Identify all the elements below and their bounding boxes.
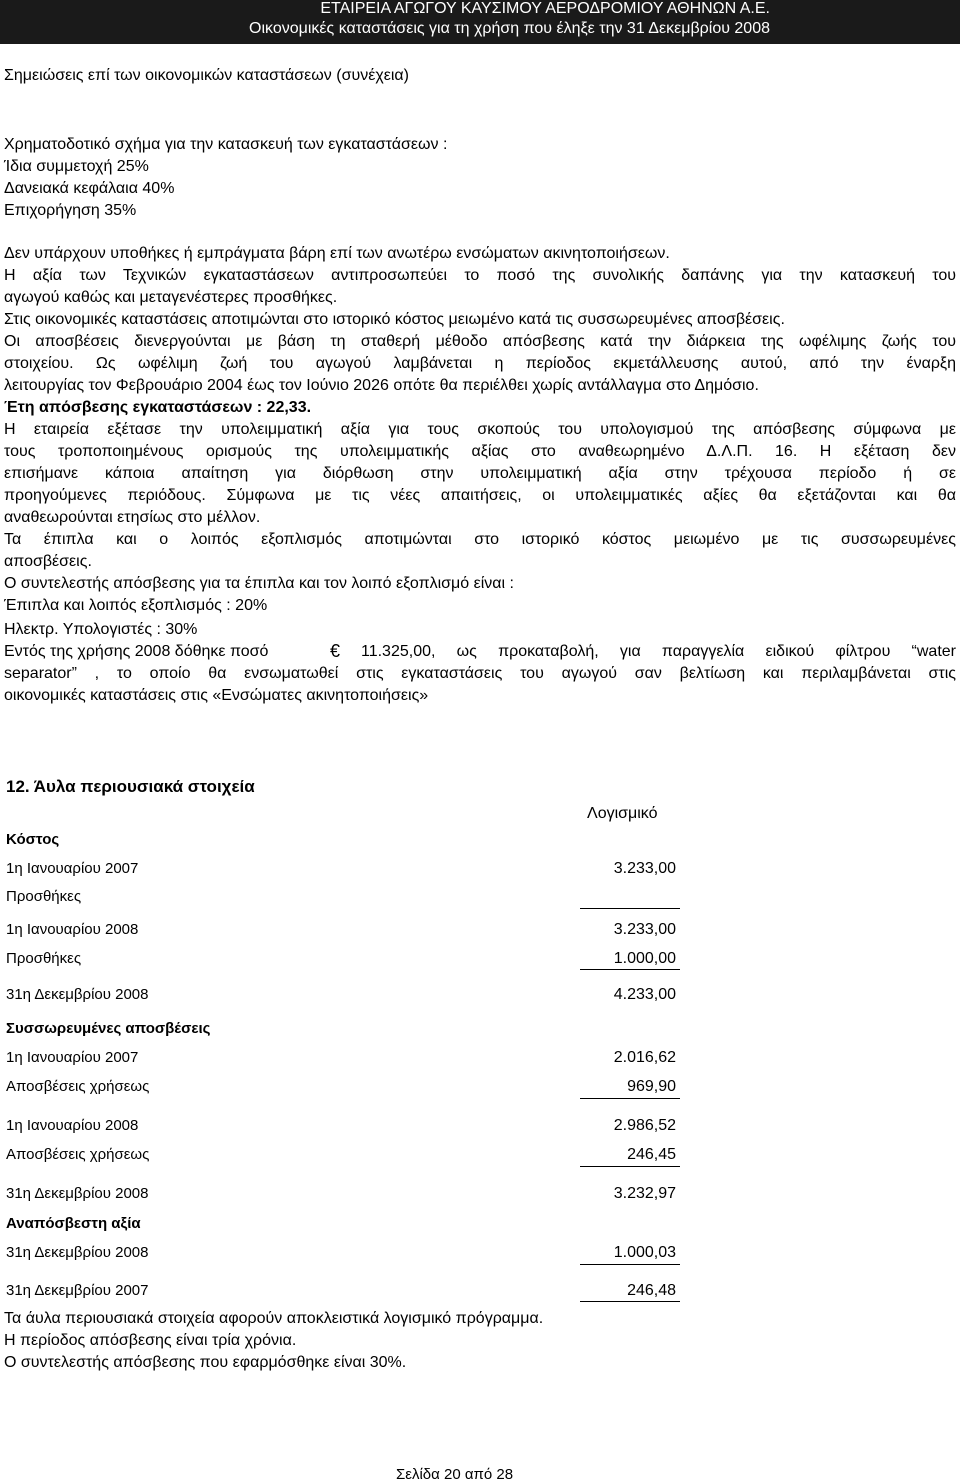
body-line: αγωγού καθώς και μεταγενέστερες προσθήκες. — [4, 289, 338, 306]
table-row-value: 3.232,97 — [613, 1185, 676, 1202]
body-line: Ηλεκτρ. Υπολογιστές : 30% — [4, 621, 198, 638]
body-line: Οι αποσβέσεις διενεργούνται με βάση τη σταθερή μέθοδο απόσβεσης κατά την διάρκεια της ωφέλιμης ζωής του — [4, 333, 956, 350]
financing-grant: Επιχορήγηση 35% — [4, 202, 137, 219]
body-line: separator” , το οποίο θα ενσωματωθεί στις εγκαταστάσεις του αγωγού σαν βελτίωση και περιλαμβάνεται στις — [4, 665, 956, 682]
page-header — [0, 0, 960, 44]
financing-equity: Ίδια συμμετοχή 25% — [4, 158, 149, 175]
table-row-value: 2.986,52 — [613, 1117, 676, 1134]
accumulated-label: Συσσωρευμένες αποσβέσεις — [6, 1020, 211, 1037]
company-name: ΕΤΑΙΡΕΙΑ ΑΓΩΓΟΥ ΚΑΥΣΙΜΟΥ ΑΕΡΟΔΡΟΜΙΟΥ ΑΘΗΝΩΝ Α.Ε. — [320, 0, 770, 17]
body-line: Ο συντελεστής απόσβεσης για τα έπιπλα και τον λοιπό εξοπλισμό είναι : — [4, 575, 514, 592]
footer-line: Ο συντελεστής απόσβεσης που εφαρμόσθηκε είναι 30%. — [4, 1354, 407, 1371]
subtotal-rule — [580, 908, 680, 909]
body-line: αποσβέσεις. — [4, 553, 92, 570]
cost-label: Κόστος — [6, 831, 60, 848]
page-number: Σελίδα 20 από 28 — [396, 1466, 514, 1483]
table-row-label: Αποσβέσεις χρήσεως — [6, 1078, 150, 1095]
body-line: 11.325,00, ως προκαταβολή, για παραγγελία ειδικού φίλτρου “water — [361, 643, 956, 660]
table-row-value: 3.233,00 — [613, 921, 676, 938]
footer-line: Τα άυλα περιουσιακά στοιχεία αφορούν αποκλειστικά λογισμικό πρόγραμμα. — [4, 1310, 544, 1327]
table-row-label: 1η Ιανουαρίου 2007 — [6, 860, 139, 877]
table-row-label: 1η Ιανουαρίου 2007 — [6, 1049, 139, 1066]
table-row-value: 246,48 — [627, 1282, 676, 1299]
table-row-label: 31η Δεκεμβρίου 2008 — [6, 1244, 149, 1261]
subtotal-rule — [580, 1301, 680, 1302]
report-subtitle: Οικονομικές καταστάσεις για τη χρήση που έληξε την 31 Δεκεμβρίου 2008 — [249, 20, 770, 37]
table-row-value: 1.000,00 — [613, 950, 676, 967]
subtotal-rule — [580, 1098, 680, 1099]
notes-heading: Σημειώσεις επί των οικονομικών καταστάσεων (συνέχεια) — [4, 67, 409, 84]
table-row-label: Αποσβέσεις χρήσεως — [6, 1146, 150, 1163]
table-row-value: 1.000,03 — [613, 1244, 676, 1261]
table-row-label: 31η Δεκεμβρίου 2007 — [6, 1282, 149, 1299]
body-line: τους τροποποιημένους ορισμούς της υπολειμματικής αξίας στο αναθεωρημένο Δ.Λ.Π. 16. Η εξέταση δεν — [4, 443, 956, 460]
footer-line: Η περίοδος απόσβεσης είναι τρία χρόνια. — [4, 1332, 297, 1349]
body-line: στοιχείου. Ως ωφέλιμη ζωή του αγωγού λαμβάνεται η περίοδος εκμετάλλευσης αυτού, από την έναρξη — [4, 355, 956, 372]
subtotal-rule — [580, 969, 680, 970]
table-row-label: 31η Δεκεμβρίου 2008 — [6, 1185, 149, 1202]
body-line: Δεν υπάρχουν υποθήκες ή εμπράγματα βάρη επί των ανωτέρω ενσώματων ακινητοποιήσεων. — [4, 245, 670, 262]
table-row-value: 3.233,00 — [613, 860, 676, 877]
body-line: προηγούμενες περιόδους. Σύμφωνα με τις νέες απαιτήσεις, οι υπολειμματικές αξίες θα εξετάζονται και θα — [4, 487, 956, 504]
body-line: Η εταιρεία εξέτασε την υπολειμματική αξία για τους σκοπούς του υπολογισμού της απόσβεσης σύμφωνα με — [4, 421, 956, 438]
column-header: Λογισμικό — [587, 805, 658, 822]
body-line: Έπιπλα και λοιπός εξοπλισμός : 20% — [4, 597, 268, 614]
euro-symbol: € — [330, 641, 341, 661]
table-row-value: 2.016,62 — [613, 1049, 676, 1066]
body-line: Στις οικονομικές καταστάσεις αποτιμώνται στο ιστορικό κόστος μειωμένο κατά τις συσσωρευμένες αποσβέσεις. — [4, 311, 785, 328]
table-row-value: 969,90 — [627, 1078, 676, 1095]
financing-loans: Δανειακά κεφάλαια 40% — [4, 180, 175, 197]
body-line: Τα έπιπλα και ο λοιπός εξοπλισμός αποτιμώνται στο ιστορικό κόστος μειωμένο με τις συσσωρευμένες — [4, 531, 956, 548]
subtotal-rule — [580, 1264, 680, 1265]
table-row-label: 1η Ιανουαρίου 2008 — [6, 921, 139, 938]
body-line: οικονομικές καταστάσεις στις «Ενσώματες ακινητοποιήσεις» — [4, 687, 429, 704]
table-row-value: 4.233,00 — [613, 986, 676, 1003]
body-line: επισήμανε κάποια απαίτηση για διόρθωση στην υπολειμματική αξία στην τρέχουσα περίοδο ή σε — [4, 465, 956, 482]
depreciation-years: Έτη απόσβεσης εγκαταστάσεων : 22,33. — [4, 399, 312, 416]
table-row-value: 246,45 — [627, 1146, 676, 1163]
body-line: λειτουργίας τον Φεβρουάριο 2004 έως τον Ιούνιο 2026 οπότε θα περιέλθει χωρίς αντάλλαγμα στο Δημόσιο. — [4, 377, 759, 394]
table-row-label: Προσθήκες — [6, 888, 82, 905]
table-row-label: 31η Δεκεμβρίου 2008 — [6, 986, 149, 1003]
section-title: 12. Άυλα περιουσιακά στοιχεία — [6, 777, 255, 796]
subtotal-rule — [580, 1166, 680, 1167]
body-line: Η αξία των Τεχνικών εγκαταστάσεων αντιπροσωπεύει το ποσό της συνολικής δαπάνης για την κατασκευή του — [4, 267, 956, 284]
table-row-label: 1η Ιανουαρίου 2008 — [6, 1117, 139, 1134]
body-line: αναθεωρούνται ετησίως στο μέλλον. — [4, 509, 261, 526]
table-row-label: Προσθήκες — [6, 950, 82, 967]
financing-title: Χρηματοδοτικό σχήμα για την κατασκευή των εγκαταστάσεων : — [4, 136, 448, 153]
nbv-label: Αναπόσβεστη αξία — [6, 1215, 141, 1232]
body-line: Εντός της χρήσης 2008 δόθηκε ποσό — [4, 643, 269, 660]
